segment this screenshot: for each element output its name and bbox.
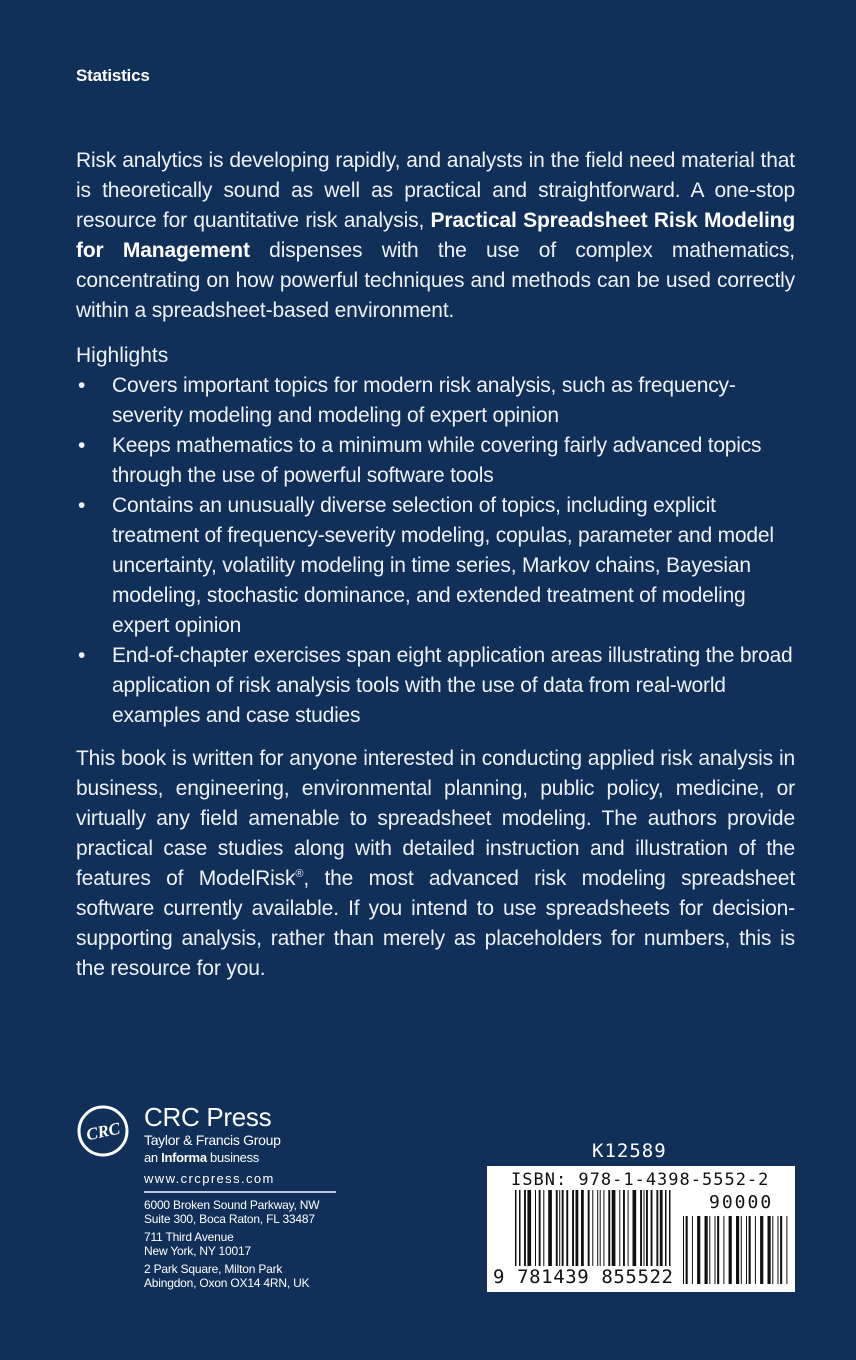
barcode-bar	[723, 1216, 724, 1284]
barcode-bar	[535, 1190, 536, 1266]
highlight-text: End-of-chapter exercises span eight application areas illustrating the broad application of risk analysis tools with the use of data from real-world examples and case studies	[112, 644, 793, 727]
highlight-item	[76, 431, 795, 491]
barcode-bar	[746, 1216, 747, 1284]
address-line: Suite 300, Boca Raton, FL 33487	[144, 1212, 315, 1226]
highlight-text: Keeps mathematics to a minimum while covering fairly advanced topics through the use of powerful software tools	[112, 434, 762, 487]
barcode-bar	[623, 1190, 625, 1266]
barcode-bar	[603, 1190, 604, 1266]
bullet-icon: •	[78, 494, 86, 517]
book-title: Practical Spreadsheet Risk Modeling for Management	[76, 209, 795, 262]
barcode-bar	[600, 1190, 601, 1266]
barcode-bar	[697, 1216, 700, 1284]
barcode-bar	[660, 1190, 663, 1266]
publisher-name: CRC Press	[144, 1102, 272, 1132]
barcode-bar	[686, 1216, 688, 1284]
barcode-bar	[683, 1216, 684, 1284]
barcode-bar	[527, 1190, 531, 1266]
highlights-list	[76, 371, 795, 731]
crc-logo-text: CRC	[84, 1118, 122, 1145]
address-new-york	[144, 1230, 251, 1258]
publisher-tagline	[144, 1150, 259, 1165]
ean-number: 9 781439 855522	[493, 1266, 674, 1288]
barcode-bar	[778, 1216, 779, 1284]
address-uk	[144, 1262, 309, 1290]
barcode-bar	[692, 1216, 693, 1284]
barcode-bar	[717, 1216, 719, 1284]
address-line: 6000 Broken Sound Parkway, NW	[144, 1198, 320, 1212]
barcode-bar	[524, 1190, 526, 1266]
barcode-bar	[640, 1190, 642, 1266]
tagline-suffix: business	[206, 1150, 259, 1165]
highlight-text: Contains an unusually diverse selection of topics, including explicit treatment of frequency-severity modeling, copulas, parameter and model uncertainty, volatility modeling in time series, Markov chains, Bayesian modeling, stochastic dominance, and extended treatment of modeling expert opinion	[112, 494, 774, 637]
barcode-bar	[705, 1216, 708, 1284]
tagline-prefix: an	[144, 1150, 162, 1165]
subject-category: Statistics	[76, 66, 150, 85]
barcode-bar	[651, 1190, 653, 1266]
crc-logo-icon	[76, 1104, 130, 1158]
barcode-bar	[612, 1190, 616, 1266]
address-line: 2 Park Square, Milton Park	[144, 1262, 283, 1276]
barcode-bar	[608, 1190, 610, 1266]
barcode-bar	[736, 1216, 739, 1284]
barcode-bar	[556, 1190, 558, 1266]
barcode-bar	[646, 1190, 648, 1266]
barcode-bar	[597, 1190, 598, 1266]
barcode-bar	[772, 1216, 773, 1284]
barcode-bar	[786, 1216, 787, 1284]
barcode-bar	[709, 1216, 710, 1284]
barcode-bar	[755, 1216, 756, 1284]
barcode-bar	[715, 1216, 716, 1284]
price-code: 90000	[709, 1192, 774, 1213]
intro-text-1: Risk analytics is developing rapidly, and analysts in the field need material that is theoretically sound as well as practical and straightforward. A one-stop resource for quantitative risk analysis,	[76, 149, 795, 232]
intro-paragraph	[76, 146, 795, 326]
tagline-brand: Informa	[161, 1150, 207, 1165]
registered-trademark: ®	[295, 868, 304, 880]
publisher-group: Taylor & Francis Group	[144, 1132, 281, 1148]
barcode-bar	[566, 1190, 568, 1266]
intro-text-2: dispenses with the use of complex mathematics, concentrating on how powerful techniques and methods can be used correctly within a spreadsheet-based environment.	[76, 239, 795, 322]
address-line: 711 Third Avenue	[144, 1230, 234, 1244]
bullet-icon: •	[78, 374, 86, 397]
barcode-bar	[656, 1190, 658, 1266]
isbn-label: ISBN: 978-1-4398-5552-2	[511, 1170, 770, 1190]
closing-text-1: This book is written for anyone interested in conducting applied risk analysis in business, engineering, environmental planning, public policy, medicine, or virtually any field amenable to spreadsheet modeling. The authors provide practical case studies along with detailed instruction and illustration of the features of ModelRisk	[76, 747, 795, 890]
barcode-bar	[539, 1190, 541, 1266]
highlight-item	[76, 641, 795, 731]
address-line: New York, NY 10017	[144, 1244, 251, 1258]
bullet-icon: •	[78, 434, 86, 457]
highlights-heading: Highlights	[76, 344, 169, 367]
address-boca-raton	[144, 1198, 319, 1226]
barcode-bar	[576, 1190, 579, 1266]
barcode-bar	[548, 1190, 552, 1266]
isbn-barcode	[487, 1166, 795, 1292]
barcode-bar	[768, 1216, 771, 1284]
barcode-bar	[760, 1216, 763, 1284]
highlight-item	[76, 371, 795, 431]
barcode-bar	[644, 1190, 645, 1266]
barcode-bar	[619, 1190, 620, 1266]
closing-text-2: , the most advanced risk modeling spreadsheet software currently available. If you intend to use spreadsheets for decision-supporting analysis, rather than merely as placeholders for numbers, this is the resource for you.	[76, 867, 795, 980]
barcode-bar	[741, 1216, 742, 1284]
barcode-bar	[559, 1190, 560, 1266]
barcode-bar	[543, 1190, 544, 1266]
barcode-bar	[633, 1190, 637, 1266]
address-line: Abingdon, Oxon OX14 4RN, UK	[144, 1276, 310, 1290]
barcode-bar	[780, 1216, 782, 1284]
divider	[144, 1191, 336, 1193]
bullet-icon: •	[78, 644, 86, 667]
barcode-bar	[581, 1190, 584, 1266]
barcode-bar	[592, 1190, 593, 1266]
closing-paragraph	[76, 744, 795, 984]
publisher-url[interactable]: www.crcpress.com	[144, 1171, 275, 1186]
barcode-bar	[749, 1216, 751, 1284]
highlight-text: Covers important topics for modern risk analysis, such as frequency-severity modeling and modeling of expert opinion	[112, 374, 736, 427]
catalog-code: K12589	[592, 1140, 667, 1162]
barcode-bar	[562, 1190, 564, 1266]
highlight-item	[76, 491, 795, 641]
barcode-bar	[729, 1216, 732, 1284]
barcode-bar	[628, 1190, 629, 1266]
barcode-bar	[572, 1190, 574, 1266]
